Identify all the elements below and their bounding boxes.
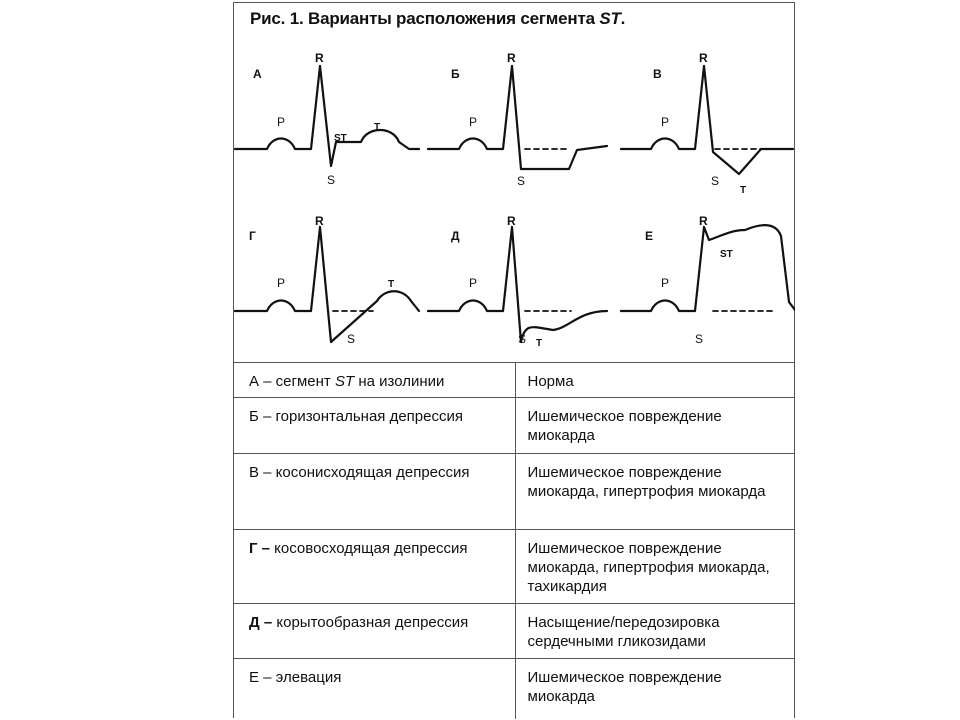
label-s-d: S	[518, 332, 527, 346]
table-cell-variant	[233, 363, 515, 398]
table-row	[233, 398, 795, 454]
label-st-e: ST	[720, 249, 733, 260]
ecg-panel-v	[621, 66, 793, 174]
table-cell-variant	[233, 530, 515, 604]
table-row	[233, 604, 795, 659]
table-row	[233, 454, 795, 530]
label-s-v: S	[711, 174, 720, 188]
label-r-g: R	[315, 214, 324, 228]
table-cell-variant: Е – элевация	[233, 659, 515, 719]
figure-title-text: Рис. 1. Варианты расположения сегмента	[250, 9, 600, 28]
table-cell-meaning: Ишемическое повреждение миокарда	[515, 398, 795, 454]
ecg-trace-a	[235, 66, 419, 166]
panel-letter-e: Е	[645, 229, 654, 243]
cell-text: косовосходящая депрессия	[270, 540, 468, 557]
label-s-a: S	[327, 173, 336, 187]
label-t-d: T	[536, 338, 543, 349]
ecg-panel-a	[235, 66, 419, 166]
label-s-g: S	[347, 332, 356, 346]
ecg-trace-b	[428, 66, 607, 169]
panel-letter-a: А	[253, 67, 262, 81]
ecg-trace-v	[621, 66, 793, 174]
table-cell-meaning: Ишемическое повреждение миокарда, гипертрофия миокарда	[515, 454, 795, 530]
label-r-a: R	[315, 51, 324, 65]
label-t-a: T	[374, 122, 381, 133]
cell-text: на изолинии	[354, 373, 445, 390]
label-r-e: R	[699, 214, 708, 228]
table-row	[233, 530, 795, 604]
label-t-v: T	[740, 185, 747, 196]
figure-title	[250, 9, 625, 29]
cell-text-lead: Г –	[249, 540, 271, 557]
label-r-b: R	[507, 51, 516, 65]
ecg-trace-d	[428, 227, 607, 342]
cell-text: А – сегмент	[249, 373, 335, 390]
panel-letter-g: Г	[249, 229, 256, 243]
figure-title-dot: .	[620, 9, 626, 28]
table-cell-meaning: Насыщение/передозировка сердечными гликозидами	[515, 604, 795, 659]
label-p-e: P	[661, 276, 670, 290]
table-cell-variant	[233, 604, 515, 659]
ecg-panel-b	[428, 66, 607, 169]
label-p-a: P	[277, 115, 286, 129]
table-cell-meaning: Норма	[515, 363, 795, 398]
ecg-diagrams	[233, 40, 795, 362]
figure-title-st: ST	[599, 9, 621, 28]
panel-letter-b: Б	[451, 67, 460, 81]
label-t-g: T	[388, 279, 395, 290]
label-st-a: ST	[334, 133, 347, 144]
label-r-v: R	[699, 51, 708, 65]
cell-text-st: ST	[334, 373, 355, 390]
label-s-e: S	[695, 332, 704, 346]
table-row	[233, 659, 795, 719]
table-cell-variant: Б – горизонтальная депрессия	[233, 398, 515, 454]
label-p-v: P	[661, 115, 670, 129]
table-cell-variant: В – косонисходящая депрессия	[233, 454, 515, 530]
table-cell-meaning: Ишемическое повреждение миокарда	[515, 659, 795, 719]
panel-letter-d: Д	[451, 229, 460, 243]
panel-letter-v: В	[653, 67, 662, 81]
label-s-b: S	[517, 174, 526, 188]
label-p-b: P	[469, 115, 478, 129]
table-row	[233, 363, 795, 398]
label-p-d: P	[469, 276, 478, 290]
cell-text-lead: Д –	[249, 614, 273, 631]
label-p-g: P	[277, 276, 286, 290]
label-r-d: R	[507, 214, 516, 228]
description-table	[233, 362, 795, 719]
cell-text: корытообразная депрессия	[272, 614, 469, 631]
table-cell-meaning: Ишемическое повреждение миокарда, гипертрофия миокарда, тахикардия	[515, 530, 795, 604]
ecg-panel-d	[428, 227, 607, 342]
